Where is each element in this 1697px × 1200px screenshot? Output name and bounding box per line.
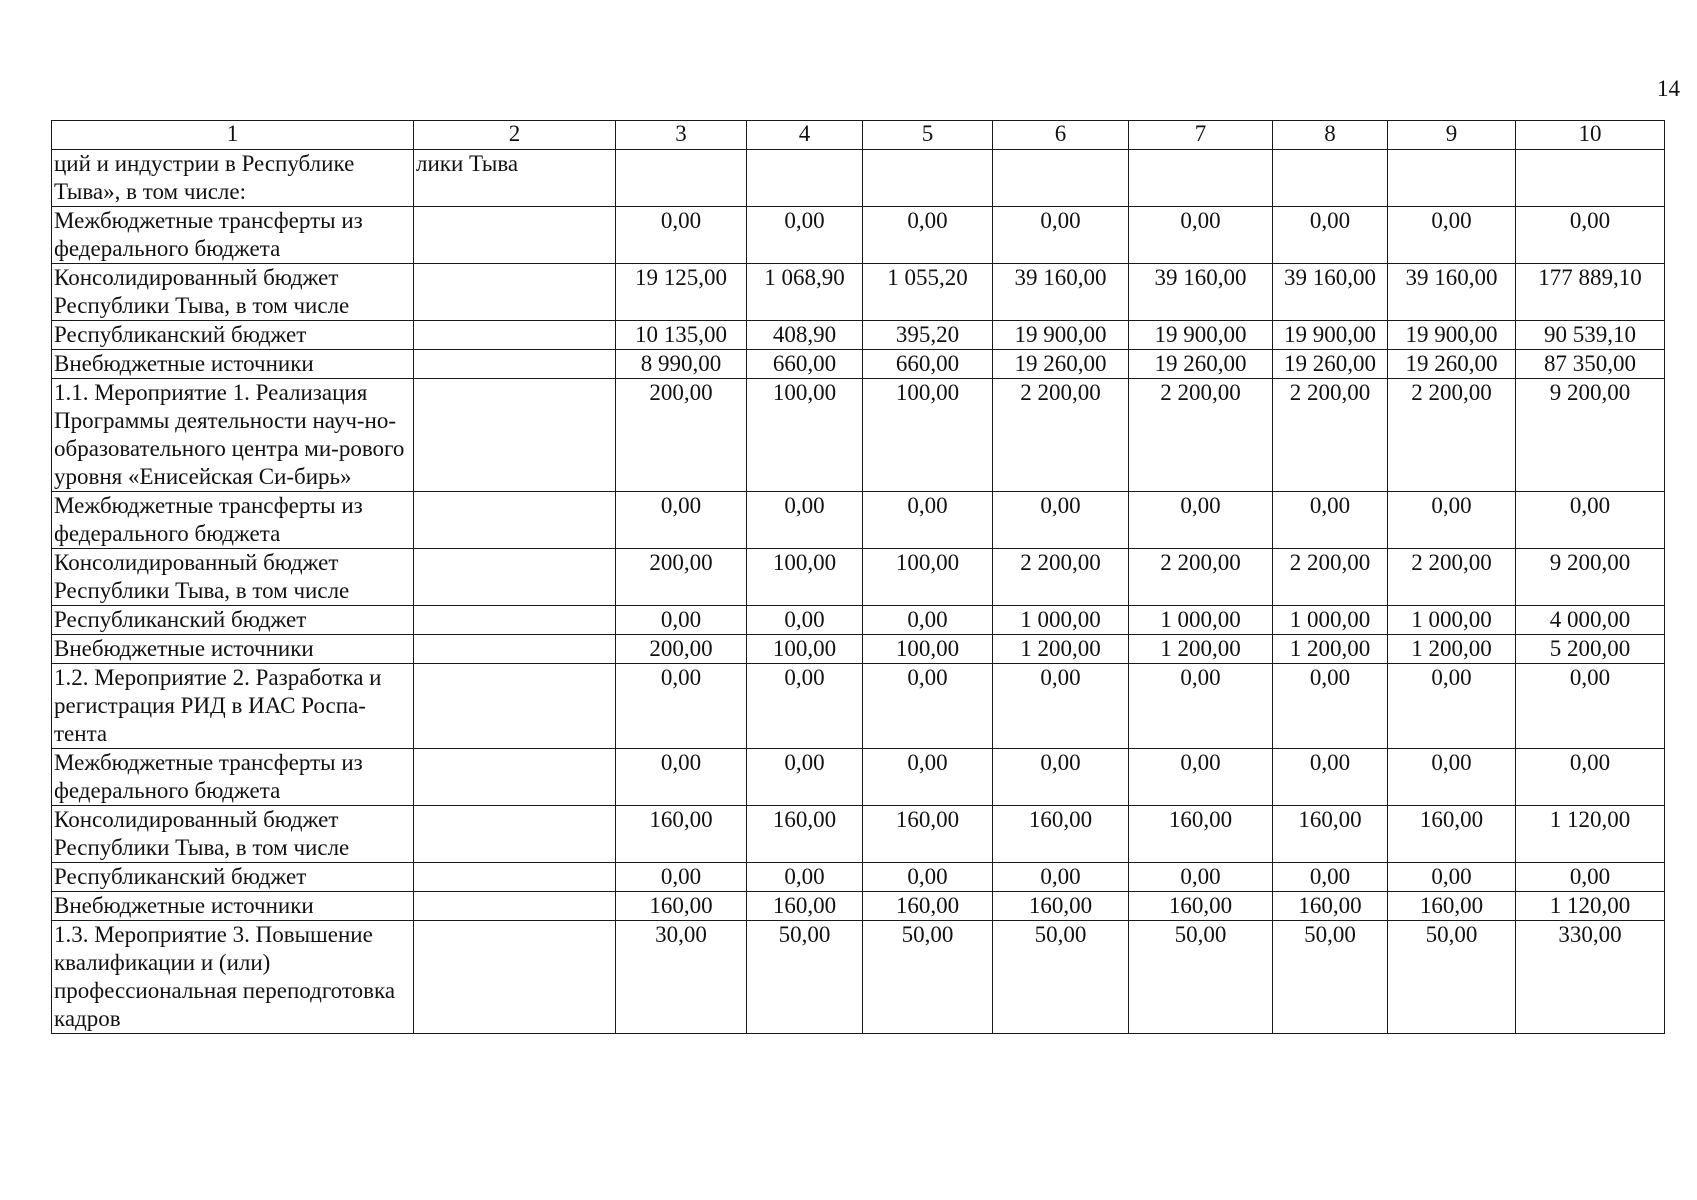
- value-cell: 0,00: [1388, 492, 1516, 549]
- value-cell: 9 200,00: [1516, 549, 1665, 606]
- value-cell: 5 200,00: [1516, 635, 1665, 664]
- value-cell: 9 200,00: [1516, 379, 1665, 492]
- value-cell: 1 000,00: [1129, 606, 1273, 635]
- table-row: [52, 321, 1665, 350]
- row-executor: [414, 892, 616, 921]
- value-cell: 0,00: [993, 207, 1129, 264]
- value-cell: 660,00: [747, 350, 863, 379]
- row-executor: [414, 207, 616, 264]
- row-label: Республиканский бюджет: [52, 321, 414, 350]
- value-cell: [863, 150, 993, 207]
- value-cell: 160,00: [1273, 806, 1388, 863]
- value-cell: 19 260,00: [1273, 350, 1388, 379]
- value-cell: 200,00: [616, 635, 747, 664]
- value-cell: [616, 150, 747, 207]
- value-cell: 0,00: [993, 492, 1129, 549]
- value-cell: 0,00: [747, 863, 863, 892]
- value-cell: 160,00: [1273, 892, 1388, 921]
- value-cell: 1 200,00: [1273, 635, 1388, 664]
- value-cell: 0,00: [747, 492, 863, 549]
- column-header-2: 2: [414, 121, 616, 150]
- value-cell: 0,00: [616, 749, 747, 806]
- row-label: 1.1. Мероприятие 1. Реализация Программы деятельности науч-но-образовательного центра ми-рового уровня «Енисейская Си-бирь»: [52, 379, 414, 492]
- value-cell: 100,00: [747, 549, 863, 606]
- column-header-6: 6: [993, 121, 1129, 150]
- value-cell: 0,00: [1129, 664, 1273, 749]
- value-cell: 0,00: [1388, 749, 1516, 806]
- value-cell: 160,00: [616, 806, 747, 863]
- value-cell: [1388, 150, 1516, 207]
- value-cell: 0,00: [747, 207, 863, 264]
- value-cell: 1 000,00: [1273, 606, 1388, 635]
- value-cell: 19 900,00: [1129, 321, 1273, 350]
- value-cell: 0,00: [616, 207, 747, 264]
- table-row: [52, 664, 1665, 749]
- table-row: [52, 806, 1665, 863]
- value-cell: 30,00: [616, 921, 747, 1034]
- table-row: [52, 549, 1665, 606]
- value-cell: 19 125,00: [616, 264, 747, 321]
- row-label: Консолидированный бюджет Республики Тыва, в том числе: [52, 264, 414, 321]
- value-cell: 4 000,00: [1516, 606, 1665, 635]
- row-label: 1.3. Мероприятие 3. Повышение квалификации и (или) профессиональная переподготовка кадров: [52, 921, 414, 1034]
- value-cell: 160,00: [993, 806, 1129, 863]
- value-cell: 2 200,00: [1273, 379, 1388, 492]
- row-label: Внебюджетные источники: [52, 635, 414, 664]
- row-label: Межбюджетные трансферты из федерального бюджета: [52, 492, 414, 549]
- value-cell: 1 120,00: [1516, 892, 1665, 921]
- header-row: [52, 121, 1665, 150]
- row-label: Межбюджетные трансферты из федерального бюджета: [52, 749, 414, 806]
- budget-table: [51, 120, 1665, 1034]
- row-executor: лики Тыва: [414, 150, 616, 207]
- value-cell: 0,00: [1516, 207, 1665, 264]
- column-header-5: 5: [863, 121, 993, 150]
- value-cell: 0,00: [747, 664, 863, 749]
- column-header-4: 4: [747, 121, 863, 150]
- value-cell: 100,00: [863, 549, 993, 606]
- row-label: Внебюджетные источники: [52, 892, 414, 921]
- row-executor: [414, 863, 616, 892]
- value-cell: 50,00: [863, 921, 993, 1034]
- value-cell: 0,00: [1388, 207, 1516, 264]
- value-cell: 0,00: [1273, 749, 1388, 806]
- value-cell: 100,00: [747, 635, 863, 664]
- row-executor: [414, 264, 616, 321]
- value-cell: 0,00: [1516, 863, 1665, 892]
- value-cell: 0,00: [1516, 749, 1665, 806]
- value-cell: 160,00: [747, 806, 863, 863]
- column-header-7: 7: [1129, 121, 1273, 150]
- value-cell: [1273, 150, 1388, 207]
- value-cell: 200,00: [616, 379, 747, 492]
- value-cell: 0,00: [863, 606, 993, 635]
- row-label: Консолидированный бюджет Республики Тыва, в том числе: [52, 806, 414, 863]
- value-cell: 0,00: [993, 749, 1129, 806]
- value-cell: 0,00: [1129, 749, 1273, 806]
- table-row: [52, 350, 1665, 379]
- value-cell: 0,00: [747, 749, 863, 806]
- table-row: [52, 264, 1665, 321]
- row-executor: [414, 379, 616, 492]
- value-cell: 0,00: [1388, 664, 1516, 749]
- row-executor: [414, 921, 616, 1034]
- value-cell: 2 200,00: [1273, 549, 1388, 606]
- value-cell: 50,00: [1388, 921, 1516, 1034]
- value-cell: 2 200,00: [993, 379, 1129, 492]
- value-cell: 100,00: [863, 635, 993, 664]
- value-cell: 90 539,10: [1516, 321, 1665, 350]
- row-executor: [414, 321, 616, 350]
- row-executor: [414, 492, 616, 549]
- column-header-1: 1: [52, 121, 414, 150]
- value-cell: 2 200,00: [1129, 549, 1273, 606]
- value-cell: 0,00: [1516, 492, 1665, 549]
- row-executor: [414, 606, 616, 635]
- value-cell: 8 990,00: [616, 350, 747, 379]
- row-label: Консолидированный бюджет Республики Тыва, в том числе: [52, 549, 414, 606]
- value-cell: 160,00: [1388, 806, 1516, 863]
- row-executor: [414, 749, 616, 806]
- table-row: [52, 492, 1665, 549]
- value-cell: 0,00: [863, 749, 993, 806]
- value-cell: 160,00: [1129, 892, 1273, 921]
- table-row: [52, 606, 1665, 635]
- row-executor: [414, 350, 616, 379]
- value-cell: 408,90: [747, 321, 863, 350]
- table-row: [52, 892, 1665, 921]
- table-row: [52, 207, 1665, 264]
- value-cell: 0,00: [1129, 492, 1273, 549]
- value-cell: 395,20: [863, 321, 993, 350]
- value-cell: 100,00: [863, 379, 993, 492]
- table-row: [52, 921, 1665, 1034]
- value-cell: 100,00: [747, 379, 863, 492]
- table-row: [52, 150, 1665, 207]
- value-cell: 0,00: [1273, 207, 1388, 264]
- value-cell: 1 055,20: [863, 264, 993, 321]
- value-cell: 50,00: [1273, 921, 1388, 1034]
- value-cell: 330,00: [1516, 921, 1665, 1034]
- value-cell: 1 120,00: [1516, 806, 1665, 863]
- value-cell: 200,00: [616, 549, 747, 606]
- value-cell: 1 200,00: [1129, 635, 1273, 664]
- value-cell: 10 135,00: [616, 321, 747, 350]
- value-cell: [993, 150, 1129, 207]
- table-row: [52, 379, 1665, 492]
- row-label: Межбюджетные трансферты из федерального бюджета: [52, 207, 414, 264]
- value-cell: [1516, 150, 1665, 207]
- value-cell: 87 350,00: [1516, 350, 1665, 379]
- value-cell: 160,00: [863, 806, 993, 863]
- value-cell: 0,00: [993, 664, 1129, 749]
- row-label: ций и индустрии в Республике Тыва», в том числе:: [52, 150, 414, 207]
- value-cell: 660,00: [863, 350, 993, 379]
- column-header-10: 10: [1516, 121, 1665, 150]
- value-cell: 0,00: [993, 863, 1129, 892]
- page-number: 14: [1657, 76, 1680, 101]
- value-cell: 0,00: [616, 664, 747, 749]
- value-cell: 160,00: [863, 892, 993, 921]
- table-body: [52, 150, 1665, 1034]
- row-label: Внебюджетные источники: [52, 350, 414, 379]
- value-cell: 0,00: [1388, 863, 1516, 892]
- value-cell: 160,00: [616, 892, 747, 921]
- table-row: [52, 635, 1665, 664]
- row-label: 1.2. Мероприятие 2. Разработка и регистрация РИД в ИАС Роспа-тента: [52, 664, 414, 749]
- value-cell: 160,00: [747, 892, 863, 921]
- value-cell: 1 200,00: [993, 635, 1129, 664]
- value-cell: [1129, 150, 1273, 207]
- value-cell: 39 160,00: [1388, 264, 1516, 321]
- row-executor: [414, 664, 616, 749]
- value-cell: 39 160,00: [1273, 264, 1388, 321]
- value-cell: 0,00: [1273, 492, 1388, 549]
- value-cell: 19 260,00: [1388, 350, 1516, 379]
- value-cell: 160,00: [1388, 892, 1516, 921]
- value-cell: 19 900,00: [993, 321, 1129, 350]
- value-cell: 177 889,10: [1516, 264, 1665, 321]
- row-label: Республиканский бюджет: [52, 606, 414, 635]
- value-cell: 19 900,00: [1388, 321, 1516, 350]
- value-cell: 2 200,00: [1388, 549, 1516, 606]
- row-executor: [414, 549, 616, 606]
- value-cell: 39 160,00: [1129, 264, 1273, 321]
- row-label: Республиканский бюджет: [52, 863, 414, 892]
- value-cell: 0,00: [616, 606, 747, 635]
- value-cell: 0,00: [1273, 863, 1388, 892]
- table-row: [52, 863, 1665, 892]
- value-cell: 0,00: [616, 492, 747, 549]
- value-cell: 2 200,00: [1388, 379, 1516, 492]
- value-cell: 2 200,00: [993, 549, 1129, 606]
- value-cell: 0,00: [1129, 863, 1273, 892]
- value-cell: 0,00: [863, 863, 993, 892]
- column-header-3: 3: [616, 121, 747, 150]
- value-cell: 0,00: [1129, 207, 1273, 264]
- table-row: [52, 749, 1665, 806]
- row-executor: [414, 635, 616, 664]
- value-cell: 0,00: [747, 606, 863, 635]
- value-cell: 1 200,00: [1388, 635, 1516, 664]
- value-cell: 1 068,90: [747, 264, 863, 321]
- value-cell: 0,00: [863, 492, 993, 549]
- value-cell: 160,00: [1129, 806, 1273, 863]
- value-cell: 2 200,00: [1129, 379, 1273, 492]
- value-cell: 0,00: [1516, 664, 1665, 749]
- value-cell: 19 900,00: [1273, 321, 1388, 350]
- value-cell: 1 000,00: [993, 606, 1129, 635]
- value-cell: 0,00: [616, 863, 747, 892]
- value-cell: 19 260,00: [993, 350, 1129, 379]
- column-header-8: 8: [1273, 121, 1388, 150]
- value-cell: 0,00: [1273, 664, 1388, 749]
- value-cell: 1 000,00: [1388, 606, 1516, 635]
- value-cell: 160,00: [993, 892, 1129, 921]
- row-executor: [414, 806, 616, 863]
- value-cell: 19 260,00: [1129, 350, 1273, 379]
- value-cell: 0,00: [863, 207, 993, 264]
- value-cell: 39 160,00: [993, 264, 1129, 321]
- value-cell: [747, 150, 863, 207]
- value-cell: 50,00: [993, 921, 1129, 1034]
- value-cell: 50,00: [747, 921, 863, 1034]
- value-cell: 0,00: [863, 664, 993, 749]
- column-header-9: 9: [1388, 121, 1516, 150]
- value-cell: 50,00: [1129, 921, 1273, 1034]
